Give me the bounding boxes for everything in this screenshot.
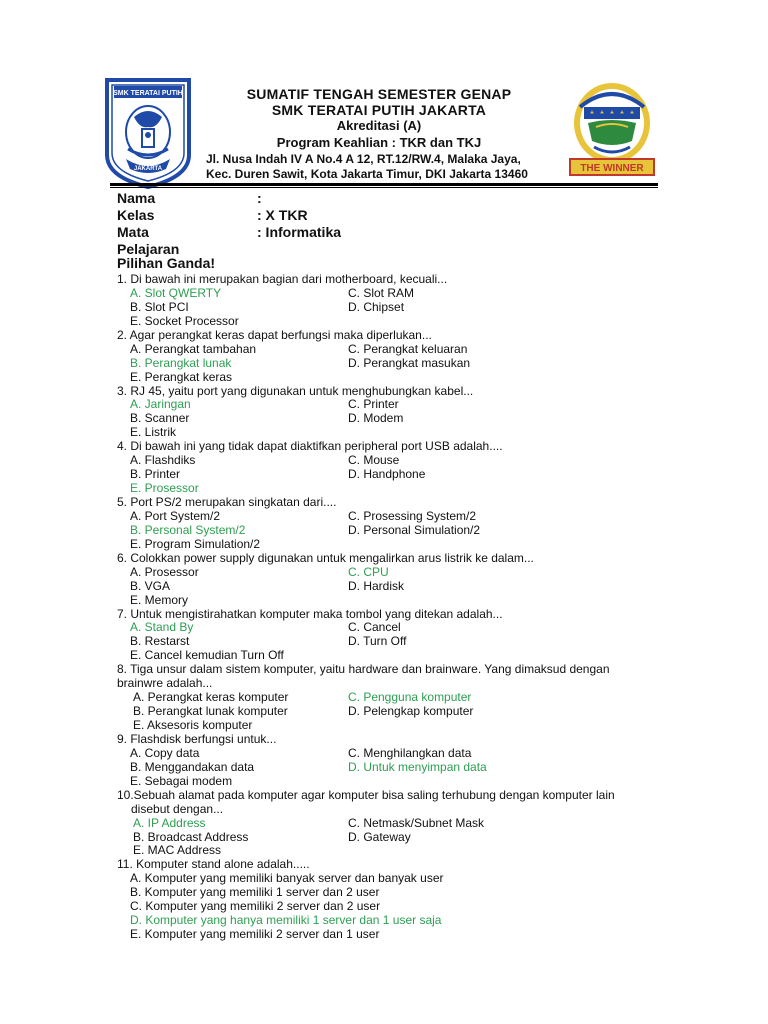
answer-option: B. Restarst	[130, 634, 190, 649]
answer-option: D. Perangkat masukan	[348, 355, 471, 370]
question-text: 4. Di bawah ini yang tidak dapat diaktifkan peripheral port USB adalah....	[117, 439, 503, 454]
answer-option: A. Komputer yang memiliki banyak server dan banyak user	[130, 871, 444, 886]
answer-option: D. Modem	[348, 411, 404, 426]
info-value: : Informatika	[257, 224, 342, 240]
question-text-continued: brainwre adalah...	[117, 676, 213, 691]
answer-option: D. Personal Simulation/2	[348, 522, 481, 537]
answer-option: E. Program Simulation/2	[130, 536, 261, 551]
answer-option: D. Pelengkap komputer	[348, 704, 474, 719]
answer-option: E. Komputer yang memiliki 2 server dan 1 user	[130, 927, 380, 942]
school-name: SMK TERATAI PUTIH JAKARTA	[271, 102, 487, 118]
accreditation: Akreditasi (A)	[336, 118, 422, 133]
question-text: 8. Tiga unsur dalam sistem komputer, yaitu hardware dan brainware. Yang dimaksud dengan	[117, 662, 610, 677]
answer-option: B. Perangkat lunak komputer	[133, 704, 288, 719]
answer-option: E. MAC Address	[133, 843, 222, 858]
school-logo	[104, 77, 192, 189]
answer-option: B. Menggandakan data	[130, 759, 255, 774]
answer-option: A. Copy data	[130, 745, 200, 760]
header-divider	[110, 183, 658, 186]
question-text: 2. Agar perangkat keras dapat berfungsi maka diperlukan...	[117, 327, 432, 342]
answer-option: D. Chipset	[348, 299, 405, 314]
answer-option: C. Mouse	[348, 453, 400, 468]
info-label: Kelas	[117, 207, 155, 223]
answer-option: A. Stand By	[130, 620, 194, 635]
question-text: 11. Komputer stand alone adalah.....	[117, 857, 310, 872]
answer-option: E. Perangkat keras	[130, 369, 233, 384]
question-text: 10.Sebuah alamat pada komputer agar komputer bisa saling terhubung dengan komputer lain	[117, 787, 615, 802]
answer-option: B. VGA	[130, 578, 171, 593]
question-text: 3. RJ 45, yaitu port yang digunakan untuk menghubungkan kabel...	[117, 383, 474, 398]
answer-option: D. Turn Off	[348, 634, 407, 649]
answer-option: D. Hardisk	[348, 578, 405, 593]
answer-option: E. Memory	[130, 592, 189, 607]
question-text: 7. Untuk mengistirahatkan komputer maka tombol yang ditekan adalah...	[117, 606, 503, 621]
answer-option: C. Netmask/Subnet Mask	[348, 815, 485, 830]
answer-option: C. Cancel	[348, 620, 401, 635]
answer-option: B. Personal System/2	[130, 522, 246, 537]
answer-option: A. IP Address	[133, 815, 206, 830]
answer-option: B. Printer	[130, 467, 181, 482]
answer-option: C. Slot RAM	[348, 285, 415, 300]
section-title: Pilihan Ganda!	[117, 255, 216, 271]
answer-option: B. Broadcast Address	[133, 829, 249, 844]
answer-option: A. Flashdiks	[130, 453, 196, 468]
answer-option: B. Komputer yang memiliki 1 server dan 2 user	[130, 885, 380, 900]
info-label: Nama	[117, 190, 156, 206]
question-list	[117, 272, 662, 941]
answer-option: C. Komputer yang memiliki 2 server dan 2 user	[130, 899, 381, 914]
question-text: 1. Di bawah ini merupakan bagian dari motherboard, kecuali...	[117, 272, 448, 286]
winner-logo	[566, 77, 658, 181]
answer-option: E. Prosessor	[130, 481, 199, 496]
answer-option: A. Perangkat keras komputer	[133, 690, 289, 705]
document-header	[190, 86, 568, 151]
answer-option: B. Perangkat lunak	[130, 355, 232, 370]
question-text-continued: disebut dengan...	[131, 801, 224, 816]
address-line-2: Kec. Duren Sawit, Kota Jakarta Timur, DKI Jakarta 13460	[206, 167, 528, 181]
info-value: : X TKR	[257, 207, 308, 223]
answer-option: D. Komputer yang hanya memiliki 1 server dan 1 user saja	[130, 913, 442, 928]
answer-option: B. Slot PCI	[130, 299, 189, 314]
program-expertise: Program Keahlian : TKR dan TKJ	[276, 135, 482, 150]
info-label: Mata Pelajaran	[117, 224, 180, 257]
answer-option: E. Cancel kemudian Turn Off	[130, 648, 284, 663]
answer-option: A. Port System/2	[130, 508, 221, 523]
school-address	[206, 152, 528, 182]
answer-option: E. Sebagai modem	[130, 773, 233, 788]
answer-option: E. Listrik	[130, 425, 177, 440]
answer-option: A. Slot QWERTY	[130, 285, 222, 300]
answer-option: A. Perangkat tambahan	[130, 341, 257, 356]
exam-title: SUMATIF TENGAH SEMESTER GENAP	[246, 86, 512, 102]
answer-option: A. Jaringan	[130, 397, 191, 412]
answer-option: C. Menghilangkan data	[348, 745, 472, 760]
school-logo-subtext: JAKARTA	[133, 166, 163, 172]
answer-option: C. Perangkat keluaran	[348, 341, 468, 356]
question-text: 6. Colokkan power supply digunakan untuk mengalirkan arus listrik ke dalam...	[117, 550, 534, 565]
answer-option: C. CPU	[348, 564, 389, 579]
question-text: 9. Flashdisk berfungsi untuk...	[117, 731, 277, 746]
answer-option: E. Socket Processor	[130, 313, 239, 328]
question-text: 5. Port PS/2 merupakan singkatan dari....	[117, 495, 337, 509]
answer-option: C. Prosessing System/2	[348, 508, 477, 523]
answer-option: B. Scanner	[130, 411, 190, 426]
answer-option: D. Gateway	[348, 829, 411, 844]
answer-option: D. Untuk menyimpan data	[348, 759, 487, 774]
answer-option: C. Pengguna komputer	[348, 690, 472, 705]
header-divider-thin	[110, 187, 658, 188]
info-value: :	[257, 190, 262, 206]
answer-option: E. Aksesoris komputer	[133, 718, 253, 732]
address-line-1: Jl. Nusa Indah IV A No.4 A 12, RT.12/RW.4, Malaka Jaya,	[206, 152, 521, 166]
answer-option: D. Handphone	[348, 467, 426, 482]
answer-option: C. Printer	[348, 397, 399, 412]
answer-option: A. Prosessor	[130, 564, 199, 579]
winner-logo-text: THE WINNER	[580, 163, 644, 174]
school-logo-text: SMK TERATAI PUTIH	[113, 90, 183, 97]
